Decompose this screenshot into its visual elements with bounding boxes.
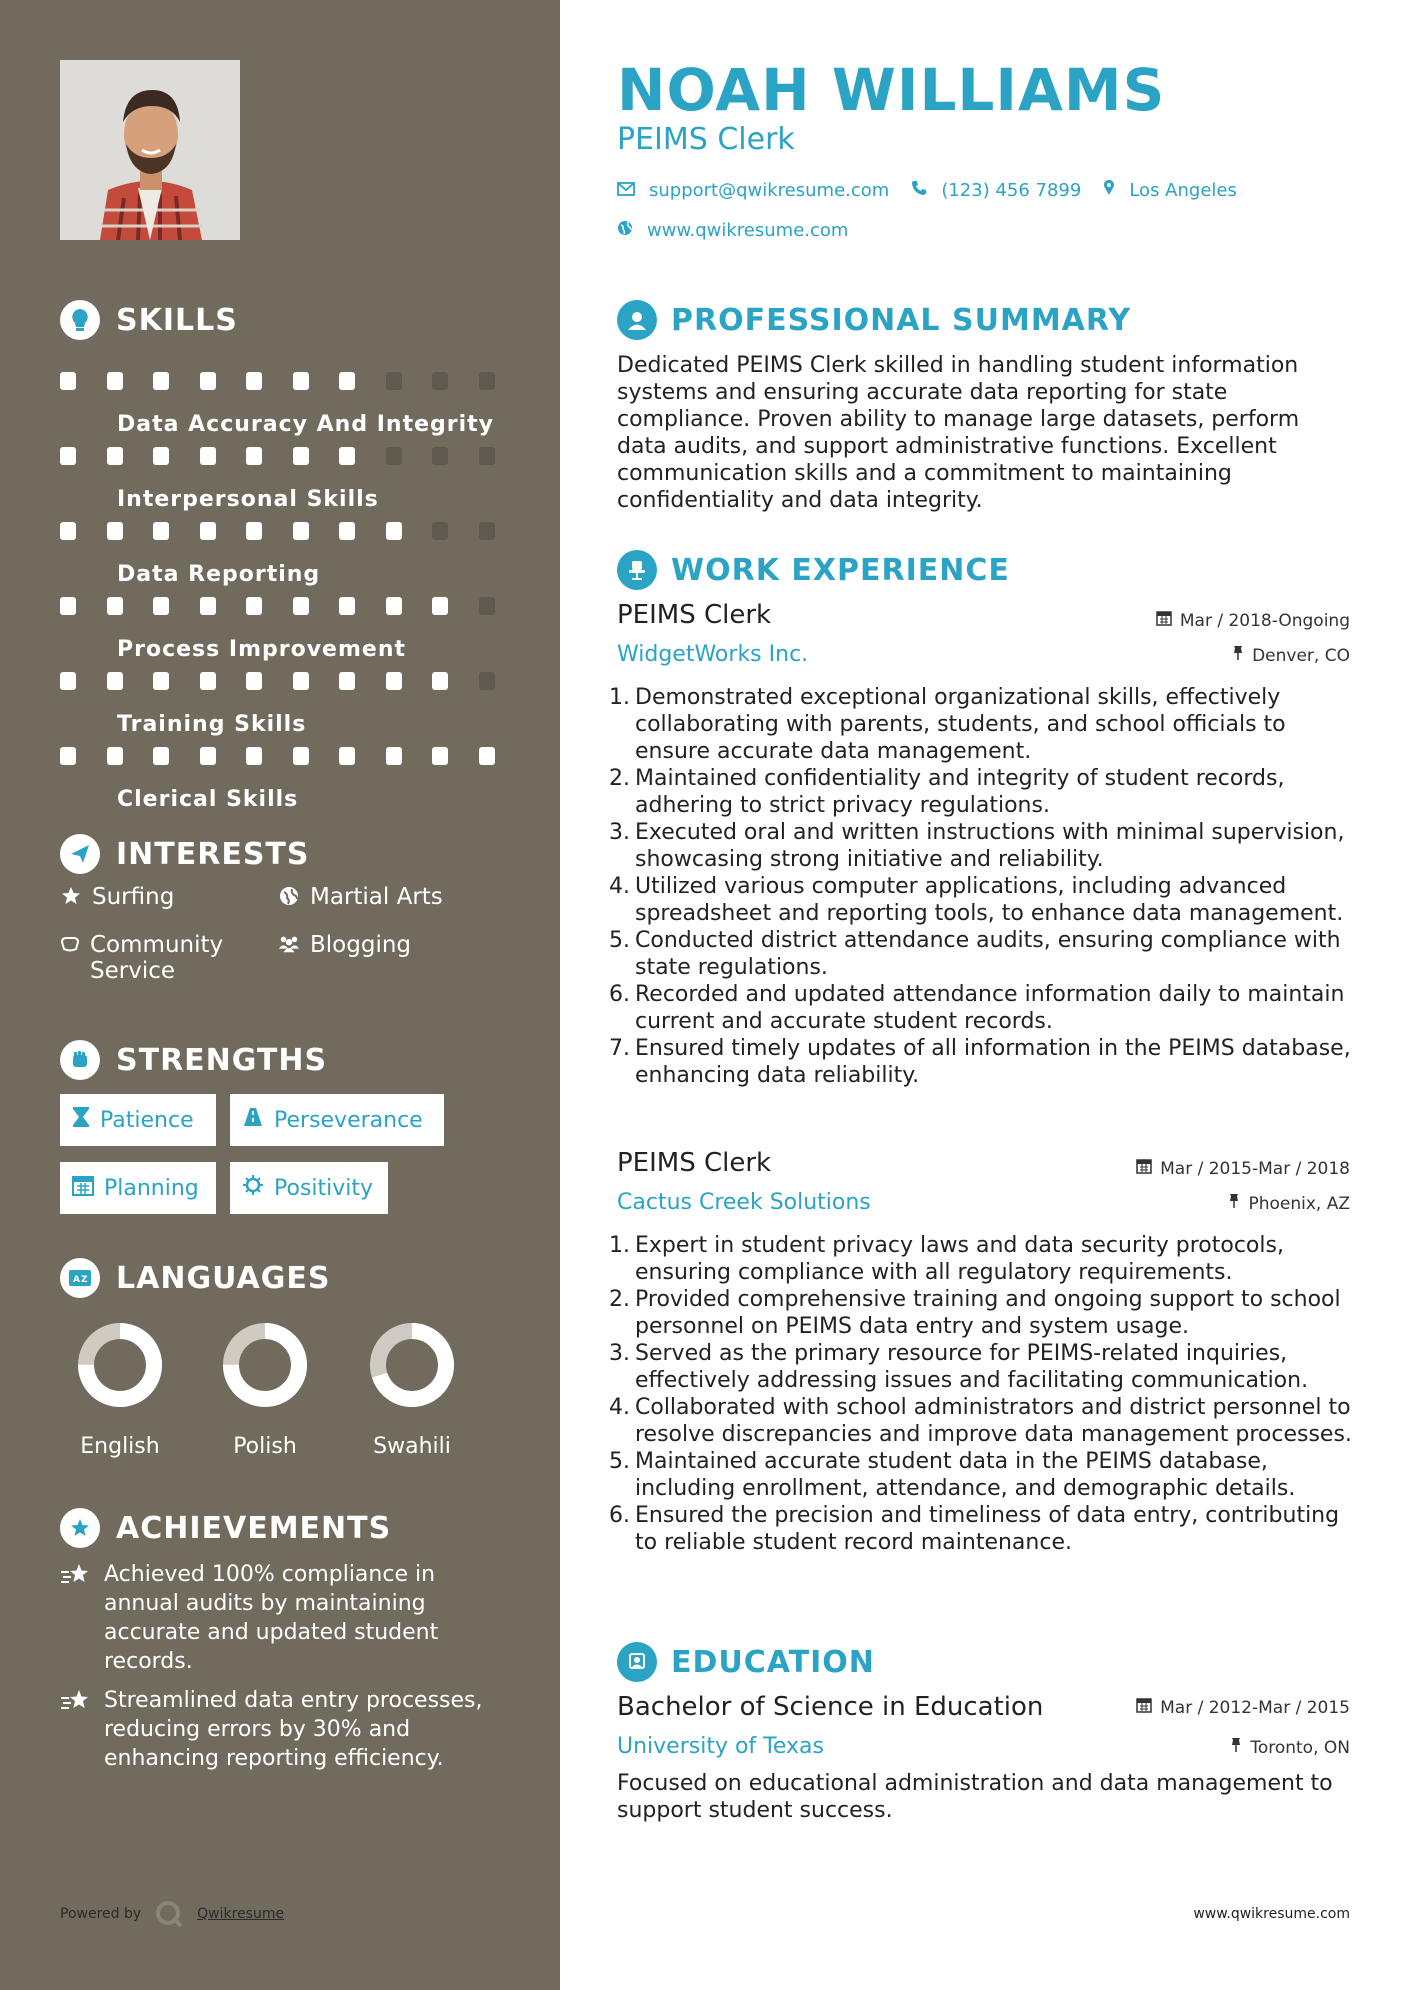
rating-dot-filled	[107, 672, 123, 690]
rating-dot-filled	[153, 672, 169, 690]
skill-rating	[60, 372, 500, 392]
education-location	[1230, 1737, 1350, 1758]
skill-name: Training Skills	[117, 712, 307, 737]
list-item: 4. Collaborated with school administrators and district personnel to resolve discrepancies and improve data management processes.	[609, 1395, 1352, 1447]
skill-item	[60, 506, 500, 587]
skill-item	[60, 431, 500, 512]
email-text: support@qwikresume.com	[649, 180, 890, 201]
bullet-text: Served as the primary resource for PEIMS-related inquiries, effectively addressing issues and facilitating communication.	[635, 1341, 1309, 1393]
calendar-icon	[72, 1174, 94, 1202]
skill-name: Clerical Skills	[117, 787, 299, 812]
skill-name: Data Reporting	[117, 562, 321, 587]
job-dates-text: Mar / 2015-Mar / 2018	[1160, 1158, 1350, 1179]
globe-icon	[617, 220, 633, 241]
star-icon	[60, 884, 82, 908]
bullet-text: Executed oral and written instructions with minimal supervision, showcasing strong initiative and reliability.	[635, 820, 1345, 872]
language-item	[50, 1322, 190, 1459]
list-item: 7. Ensured timely updates of all information in the PEIMS database, enhancing data reliability.	[609, 1036, 1351, 1088]
list-item: 4. Utilized various computer applications, including advanced spreadsheet and reporting tools, to enhance data management.	[609, 874, 1344, 926]
contact-row	[617, 180, 1237, 201]
bullet-text: Provided comprehensive training and ongoing support to school personnel on PEIMS data entry and system usage.	[635, 1287, 1341, 1339]
education-dates	[1136, 1697, 1350, 1718]
skill-rating	[60, 747, 500, 767]
experience-heading	[617, 550, 1010, 590]
rating-dot-filled	[60, 747, 76, 765]
rating-dot-filled	[386, 747, 402, 765]
bullet-text: Demonstrated exceptional organizational skills, effectively collaborating with parents, students, and school officials to ensure accurate data management.	[635, 685, 1286, 764]
interests-heading	[60, 834, 310, 874]
education-title: EDUCATION	[671, 1644, 875, 1680]
main-content	[560, 0, 1407, 1990]
skill-rating	[60, 672, 500, 692]
svg-text:Z: Z	[81, 1275, 88, 1285]
rating-dot-filled	[200, 672, 216, 690]
rating-dot-filled	[153, 747, 169, 765]
candidate-name: NOAH WILLIAMS	[617, 56, 1166, 124]
rating-dot-filled	[200, 597, 216, 615]
contact-phone[interactable]	[911, 180, 1081, 201]
language-level-ring	[369, 1322, 455, 1408]
strength-badge	[60, 1162, 216, 1214]
job-title: PEIMS Clerk	[617, 1148, 772, 1178]
rating-dot-filled	[339, 672, 355, 690]
svg-text:A: A	[73, 1275, 80, 1285]
language-level-ring	[222, 1322, 308, 1408]
rating-dot-filled	[60, 447, 76, 465]
job-location	[1232, 645, 1350, 666]
job-bullets	[609, 1232, 1357, 1556]
powered-by	[60, 1900, 284, 1928]
rating-dot-filled	[153, 522, 169, 540]
interest-item	[278, 884, 443, 910]
globe-icon	[278, 884, 300, 908]
list-item: 2. Provided comprehensive training and ongoing support to school personnel on PEIMS data entry and system usage.	[609, 1287, 1341, 1339]
bullet-text: Collaborated with school administrators and district personnel to resolve discrepancies and improve data management processes.	[635, 1395, 1352, 1447]
rating-dot-filled	[107, 522, 123, 540]
phone-icon	[911, 180, 927, 201]
education-location-text: Toronto, ON	[1250, 1737, 1350, 1758]
envelope-icon	[617, 180, 635, 201]
education-text: Focused on educational administration and data management to support student success.	[617, 1771, 1333, 1823]
trophy-star-icon	[60, 1508, 100, 1548]
rating-dot-filled	[293, 447, 309, 465]
fist-icon	[60, 1040, 100, 1080]
hourglass-icon	[72, 1106, 90, 1134]
rating-dot-filled	[60, 597, 76, 615]
skill-item	[60, 656, 500, 737]
bullet-text: Expert in student privacy laws and data security protocols, ensuring compliance with all regulatory requirements.	[635, 1233, 1284, 1285]
job-location-text: Phoenix, AZ	[1248, 1193, 1350, 1214]
language-name: Polish	[233, 1434, 297, 1459]
powered-by-label: Powered by	[60, 1906, 142, 1922]
user-icon	[617, 300, 657, 340]
language-item	[195, 1322, 335, 1459]
rating-dot-filled	[107, 447, 123, 465]
rating-dot-filled	[246, 747, 262, 765]
rating-dot-empty	[479, 597, 495, 615]
bullet-text: Utilized various computer applications, including advanced spreadsheet and reporting tools, to enhance data management.	[635, 874, 1344, 926]
list-item: 6. Ensured the precision and timeliness of data entry, contributing to reliable student record maintenance.	[609, 1503, 1340, 1555]
bullet-text: Ensured timely updates of all information in the PEIMS database, enhancing data reliability.	[635, 1036, 1351, 1088]
languages-title: LANGUAGES	[116, 1260, 331, 1296]
education-heading	[617, 1642, 875, 1682]
skill-rating	[60, 522, 500, 542]
calendar-icon	[1156, 610, 1172, 631]
rating-dot-filled	[153, 597, 169, 615]
language-name: English	[80, 1434, 160, 1459]
rating-dot-filled	[339, 747, 355, 765]
lightbulb-icon	[60, 300, 100, 340]
rating-dot-filled	[293, 747, 309, 765]
skills-title: SKILLS	[116, 302, 238, 338]
rating-dot-filled	[293, 522, 309, 540]
rating-dot-filled	[293, 672, 309, 690]
strength-label: Perseverance	[274, 1107, 423, 1133]
rating-dot-filled	[246, 372, 262, 390]
rating-dot-filled	[153, 372, 169, 390]
list-item: 5. Conducted district attendance audits, ensuring compliance with state regulations.	[609, 928, 1341, 980]
interest-item	[278, 932, 411, 958]
bullet-text: Recorded and updated attendance information daily to maintain current and accurate student records.	[635, 982, 1345, 1034]
graduate-icon	[617, 1642, 657, 1682]
rating-dot-filled	[200, 372, 216, 390]
skill-name: Data Accuracy And Integrity	[117, 412, 495, 437]
rating-dot-filled	[200, 747, 216, 765]
achievement-item	[60, 1560, 510, 1676]
rating-dot-filled	[246, 672, 262, 690]
qwikresume-link[interactable]: Qwikresume	[197, 1906, 285, 1922]
job-title: PEIMS Clerk	[617, 600, 772, 630]
rating-dot-filled	[432, 672, 448, 690]
interest-item	[60, 884, 174, 910]
office-chair-icon	[617, 550, 657, 590]
list-item: 1. Demonstrated exceptional organizational skills, effectively collaborating with parents, students, and school officials to ensure accurate data management.	[609, 685, 1286, 764]
bullet-text: Maintained accurate student data in the PEIMS database, including enrollment, attendance, and demographic details.	[635, 1449, 1296, 1501]
rating-dot-filled	[432, 597, 448, 615]
strengths-title: STRENGTHS	[116, 1042, 328, 1078]
skill-item	[60, 731, 500, 812]
rating-dot-filled	[246, 447, 262, 465]
rating-dot-empty	[479, 522, 495, 540]
rating-dot-filled	[339, 447, 355, 465]
experience-title: WORK EXPERIENCE	[671, 552, 1010, 588]
skill-item	[60, 581, 500, 662]
rating-dot-filled	[339, 522, 355, 540]
pushpin-icon	[1230, 1737, 1242, 1758]
rating-dot-filled	[246, 522, 262, 540]
rating-dot-filled	[153, 447, 169, 465]
bullet-text: Conducted district attendance audits, ensuring compliance with state regulations.	[635, 928, 1341, 980]
job-bullets	[609, 684, 1357, 1089]
strength-badge	[60, 1094, 216, 1146]
location-text: Los Angeles	[1129, 180, 1237, 201]
job-dates	[1136, 1158, 1350, 1179]
language-level-ring	[77, 1322, 163, 1408]
translate-icon	[60, 1258, 100, 1298]
rating-dot-filled	[246, 597, 262, 615]
achievements-heading	[60, 1508, 391, 1548]
rating-dot-empty	[432, 372, 448, 390]
bullet-text: Maintained confidentiality and integrity of student records, adhering to strict privacy regulations.	[635, 766, 1285, 818]
achievement-item	[60, 1686, 510, 1773]
interest-label: Surfing	[92, 884, 175, 910]
rating-dot-filled	[107, 597, 123, 615]
rating-dot-filled	[386, 672, 402, 690]
pushpin-icon	[1228, 1193, 1240, 1214]
interest-label: Blogging	[310, 932, 412, 958]
footer-url[interactable]: www.qwikresume.com	[1193, 1906, 1350, 1922]
job-dates	[1156, 610, 1350, 631]
achievement-text: Achieved 100% compliance in annual audits by maintaining accurate and updated student records.	[104, 1562, 439, 1674]
strength-label: Planning	[104, 1175, 199, 1201]
interest-label: Martial Arts	[310, 884, 443, 910]
job-location	[1228, 1193, 1350, 1214]
calendar-icon	[1136, 1158, 1152, 1179]
road-icon	[242, 1107, 264, 1133]
sun-icon	[242, 1174, 264, 1202]
shooting-star-icon	[60, 1686, 92, 1773]
rating-dot-empty	[432, 447, 448, 465]
qwikresume-logo-icon	[155, 1900, 183, 1928]
rating-dot-filled	[339, 372, 355, 390]
candidate-role: PEIMS Clerk	[617, 122, 795, 157]
rating-dot-filled	[432, 747, 448, 765]
interest-item	[60, 932, 260, 984]
contact-website-row	[617, 220, 848, 241]
rating-dot-filled	[200, 522, 216, 540]
bullet-text: Ensured the precision and timeliness of data entry, contributing to reliable student record maintenance.	[635, 1503, 1340, 1555]
summary-heading	[617, 300, 1131, 340]
interest-label: Community Service	[90, 932, 224, 984]
rating-dot-empty	[386, 372, 402, 390]
skill-rating	[60, 447, 500, 467]
rating-dot-filled	[386, 597, 402, 615]
rating-dot-filled	[200, 447, 216, 465]
summary-text: Dedicated PEIMS Clerk skilled in handling student information systems and ensuring accurate data reporting for state compliance. Proven ability to manage large datasets, perform data audits, and support administrative functions. Excellent communication skills and a commitment to maintaining confidentiality and data integrity.	[617, 353, 1300, 513]
strength-label: Positivity	[274, 1175, 374, 1201]
strengths-heading	[60, 1040, 327, 1080]
list-item: 1. Expert in student privacy laws and data security protocols, ensuring compliance with all regulatory requirements.	[609, 1233, 1284, 1285]
job-company: WidgetWorks Inc.	[617, 642, 809, 667]
summary-title: PROFESSIONAL SUMMARY	[671, 302, 1132, 338]
rating-dot-filled	[60, 372, 76, 390]
job-company: Cactus Creek Solutions	[617, 1190, 871, 1215]
contact-email[interactable]	[617, 180, 889, 201]
list-item: 6. Recorded and updated attendance information daily to maintain current and accurate student records.	[609, 982, 1345, 1034]
list-item: 2. Maintained confidentiality and integrity of student records, adhering to strict privacy regulations.	[609, 766, 1285, 818]
rating-dot-empty	[386, 447, 402, 465]
achievement-text: Streamlined data entry processes, reducing errors by 30% and enhancing reporting efficiency.	[104, 1688, 483, 1771]
education-dates-text: Mar / 2012-Mar / 2015	[1160, 1697, 1350, 1718]
map-pin-icon	[1103, 180, 1115, 201]
rating-dot-empty	[479, 672, 495, 690]
rating-dot-filled	[293, 372, 309, 390]
skills-heading	[60, 300, 238, 340]
contact-location	[1103, 180, 1237, 201]
rating-dot-empty	[432, 522, 448, 540]
rating-dot-filled	[386, 522, 402, 540]
rating-dot-filled	[60, 522, 76, 540]
list-item: 3. Served as the primary resource for PEIMS-related inquiries, effectively addressing issues and facilitating communication.	[609, 1341, 1309, 1393]
calendar-icon	[1136, 1697, 1152, 1718]
skill-name: Process Improvement	[117, 637, 407, 662]
rating-dot-empty	[479, 372, 495, 390]
paper-plane-icon	[60, 834, 100, 874]
hands-icon	[60, 932, 80, 956]
website-text: www.qwikresume.com	[647, 220, 849, 241]
rating-dot-filled	[339, 597, 355, 615]
phone-text: (123) 456 7899	[941, 180, 1082, 201]
job-location-text: Denver, CO	[1252, 645, 1350, 666]
profile-photo	[60, 60, 240, 240]
languages-heading	[60, 1258, 330, 1298]
degree-title: Bachelor of Science in Education	[617, 1692, 1044, 1722]
rating-dot-empty	[479, 447, 495, 465]
language-item	[342, 1322, 482, 1459]
school-name: University of Texas	[617, 1734, 824, 1759]
skill-name: Interpersonal Skills	[117, 487, 379, 512]
contact-website[interactable]	[617, 220, 848, 241]
rating-dot-filled	[107, 747, 123, 765]
skill-rating	[60, 597, 500, 617]
interests-title: INTERESTS	[116, 836, 310, 872]
achievements-title: ACHIEVEMENTS	[116, 1510, 392, 1546]
language-name: Swahili	[373, 1434, 451, 1459]
rating-dot-filled	[293, 597, 309, 615]
sidebar	[0, 0, 560, 1990]
job-dates-text: Mar / 2018-Ongoing	[1179, 610, 1350, 631]
strength-label: Patience	[100, 1107, 194, 1133]
rating-dot-filled	[60, 672, 76, 690]
strength-badge	[230, 1162, 388, 1214]
strength-badge	[230, 1094, 444, 1146]
pushpin-icon	[1232, 645, 1244, 666]
list-item: 3. Executed oral and written instructions with minimal supervision, showcasing strong initiative and reliability.	[609, 820, 1345, 872]
users-icon	[278, 932, 300, 956]
rating-dot-filled	[107, 372, 123, 390]
skill-item	[60, 356, 500, 437]
rating-dot-filled	[479, 747, 495, 765]
list-item: 5. Maintained accurate student data in the PEIMS database, including enrollment, attendance, and demographic details.	[609, 1449, 1296, 1501]
shooting-star-icon	[60, 1560, 92, 1676]
